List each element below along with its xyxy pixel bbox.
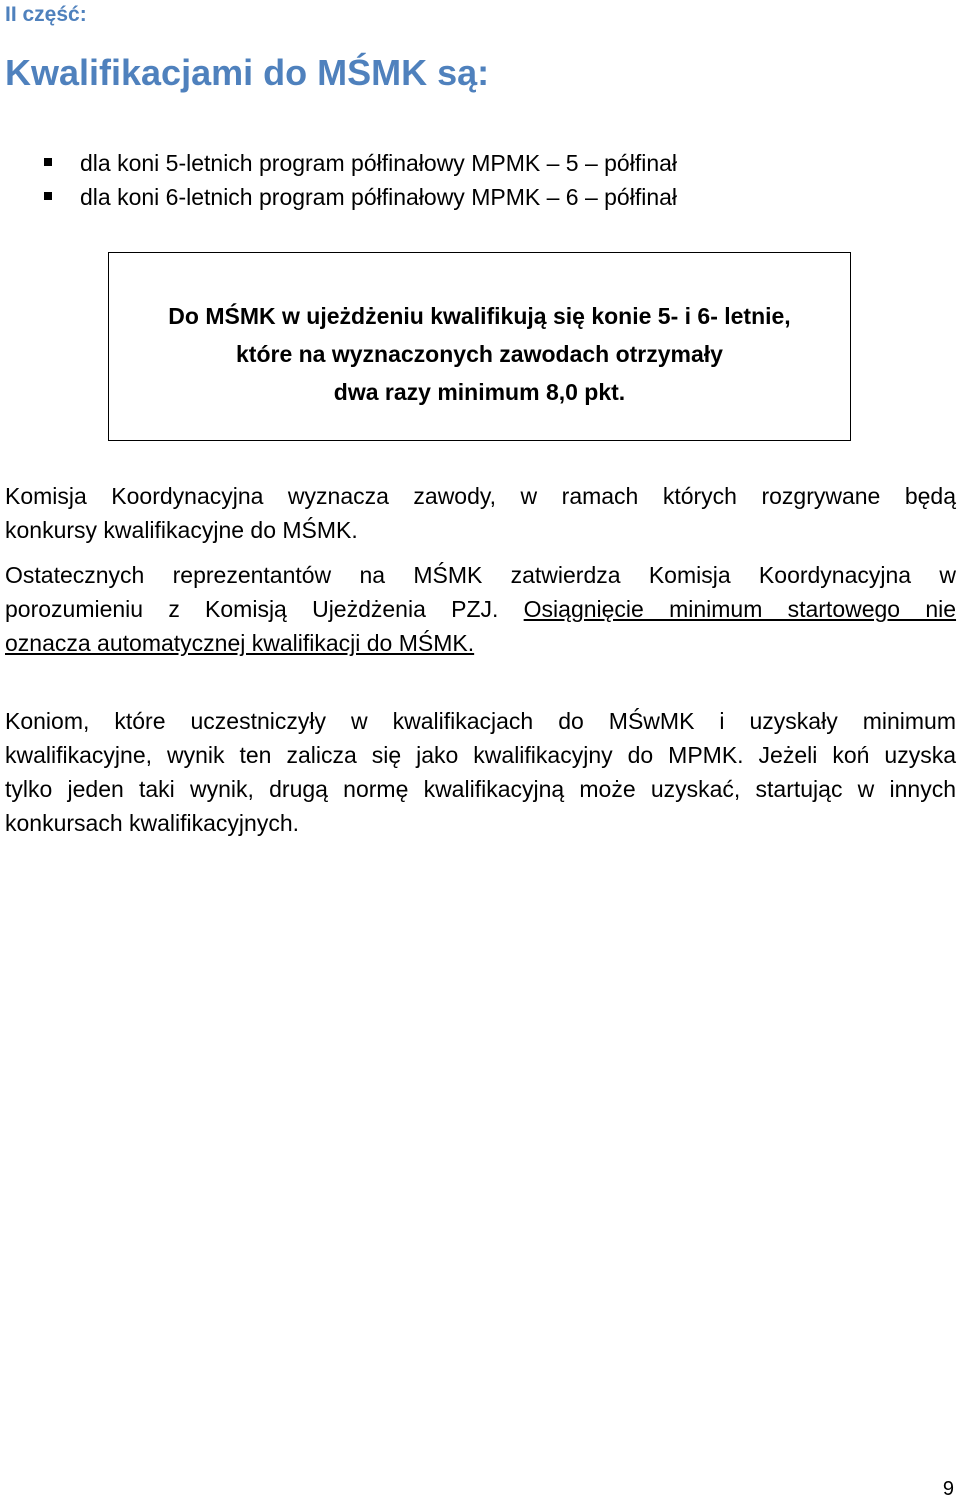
paragraph-commission [5,479,956,547]
square-bullet-icon [44,192,52,200]
rule-line: które na wyznaczonych zawodach otrzymały [236,341,723,367]
qualification-rule-box [108,252,851,441]
paragraph-world-championship [5,704,956,840]
qualification-list [42,146,677,214]
paragraph-line: konkursach kwalifikacyjnych. [5,810,300,836]
qualification-rule-text [109,297,850,411]
paragraph-line: tylko jeden taki wynik, drugą normę kwalifikacyjną może uzyskać, startując w innych [5,776,956,802]
underlined-note: Osiągnięcie minimum startowego nie [523,596,957,622]
paragraph-line [5,626,956,660]
section-label: II część: [5,3,87,26]
underlined-note: oznacza automatycznej kwalifikacji do MŚMK. [5,630,475,656]
paragraph-line: kwalifikacyjne, wynik ten zalicza się jako kwalifikacyjny do MPMK. Jeżeli koń uzyska [5,742,956,768]
list-item-text: dla koni 6-letnich program półfinałowy MPMK – 6 – półfinał [80,184,678,210]
paragraph-line [5,592,956,626]
paragraph-line: konkursy kwalifikacyjne do MŚMK. [5,517,358,543]
paragraph-line: Koniom, które uczestniczyły w kwalifikacjach do MŚwMK i uzyskały minimum [5,708,956,734]
paragraph-text: porozumieniu z Komisją Ujeżdżenia PZJ. [5,596,499,622]
paragraph-representatives [5,558,956,660]
list-item [42,146,677,180]
rule-line: Do MŚMK w ujeżdżeniu kwalifikują się konie 5- i 6- letnie, [168,303,791,329]
rule-line: dwa razy minimum 8,0 pkt. [333,379,626,405]
paragraph-line: Ostatecznych reprezentantów na MŚMK zatwierdza Komisja Koordynacyjna w [5,562,956,588]
page-number: 9 [942,1478,954,1500]
page-heading: Kwalifikacjami do MŚMK są: [5,52,490,93]
square-bullet-icon [44,158,52,166]
list-item [42,180,677,214]
list-item-text: dla koni 5-letnich program półfinałowy MPMK – 5 – półfinał [80,150,678,176]
paragraph-line: Komisja Koordynacyjna wyznacza zawody, w ramach których rozgrywane będą [5,483,956,509]
